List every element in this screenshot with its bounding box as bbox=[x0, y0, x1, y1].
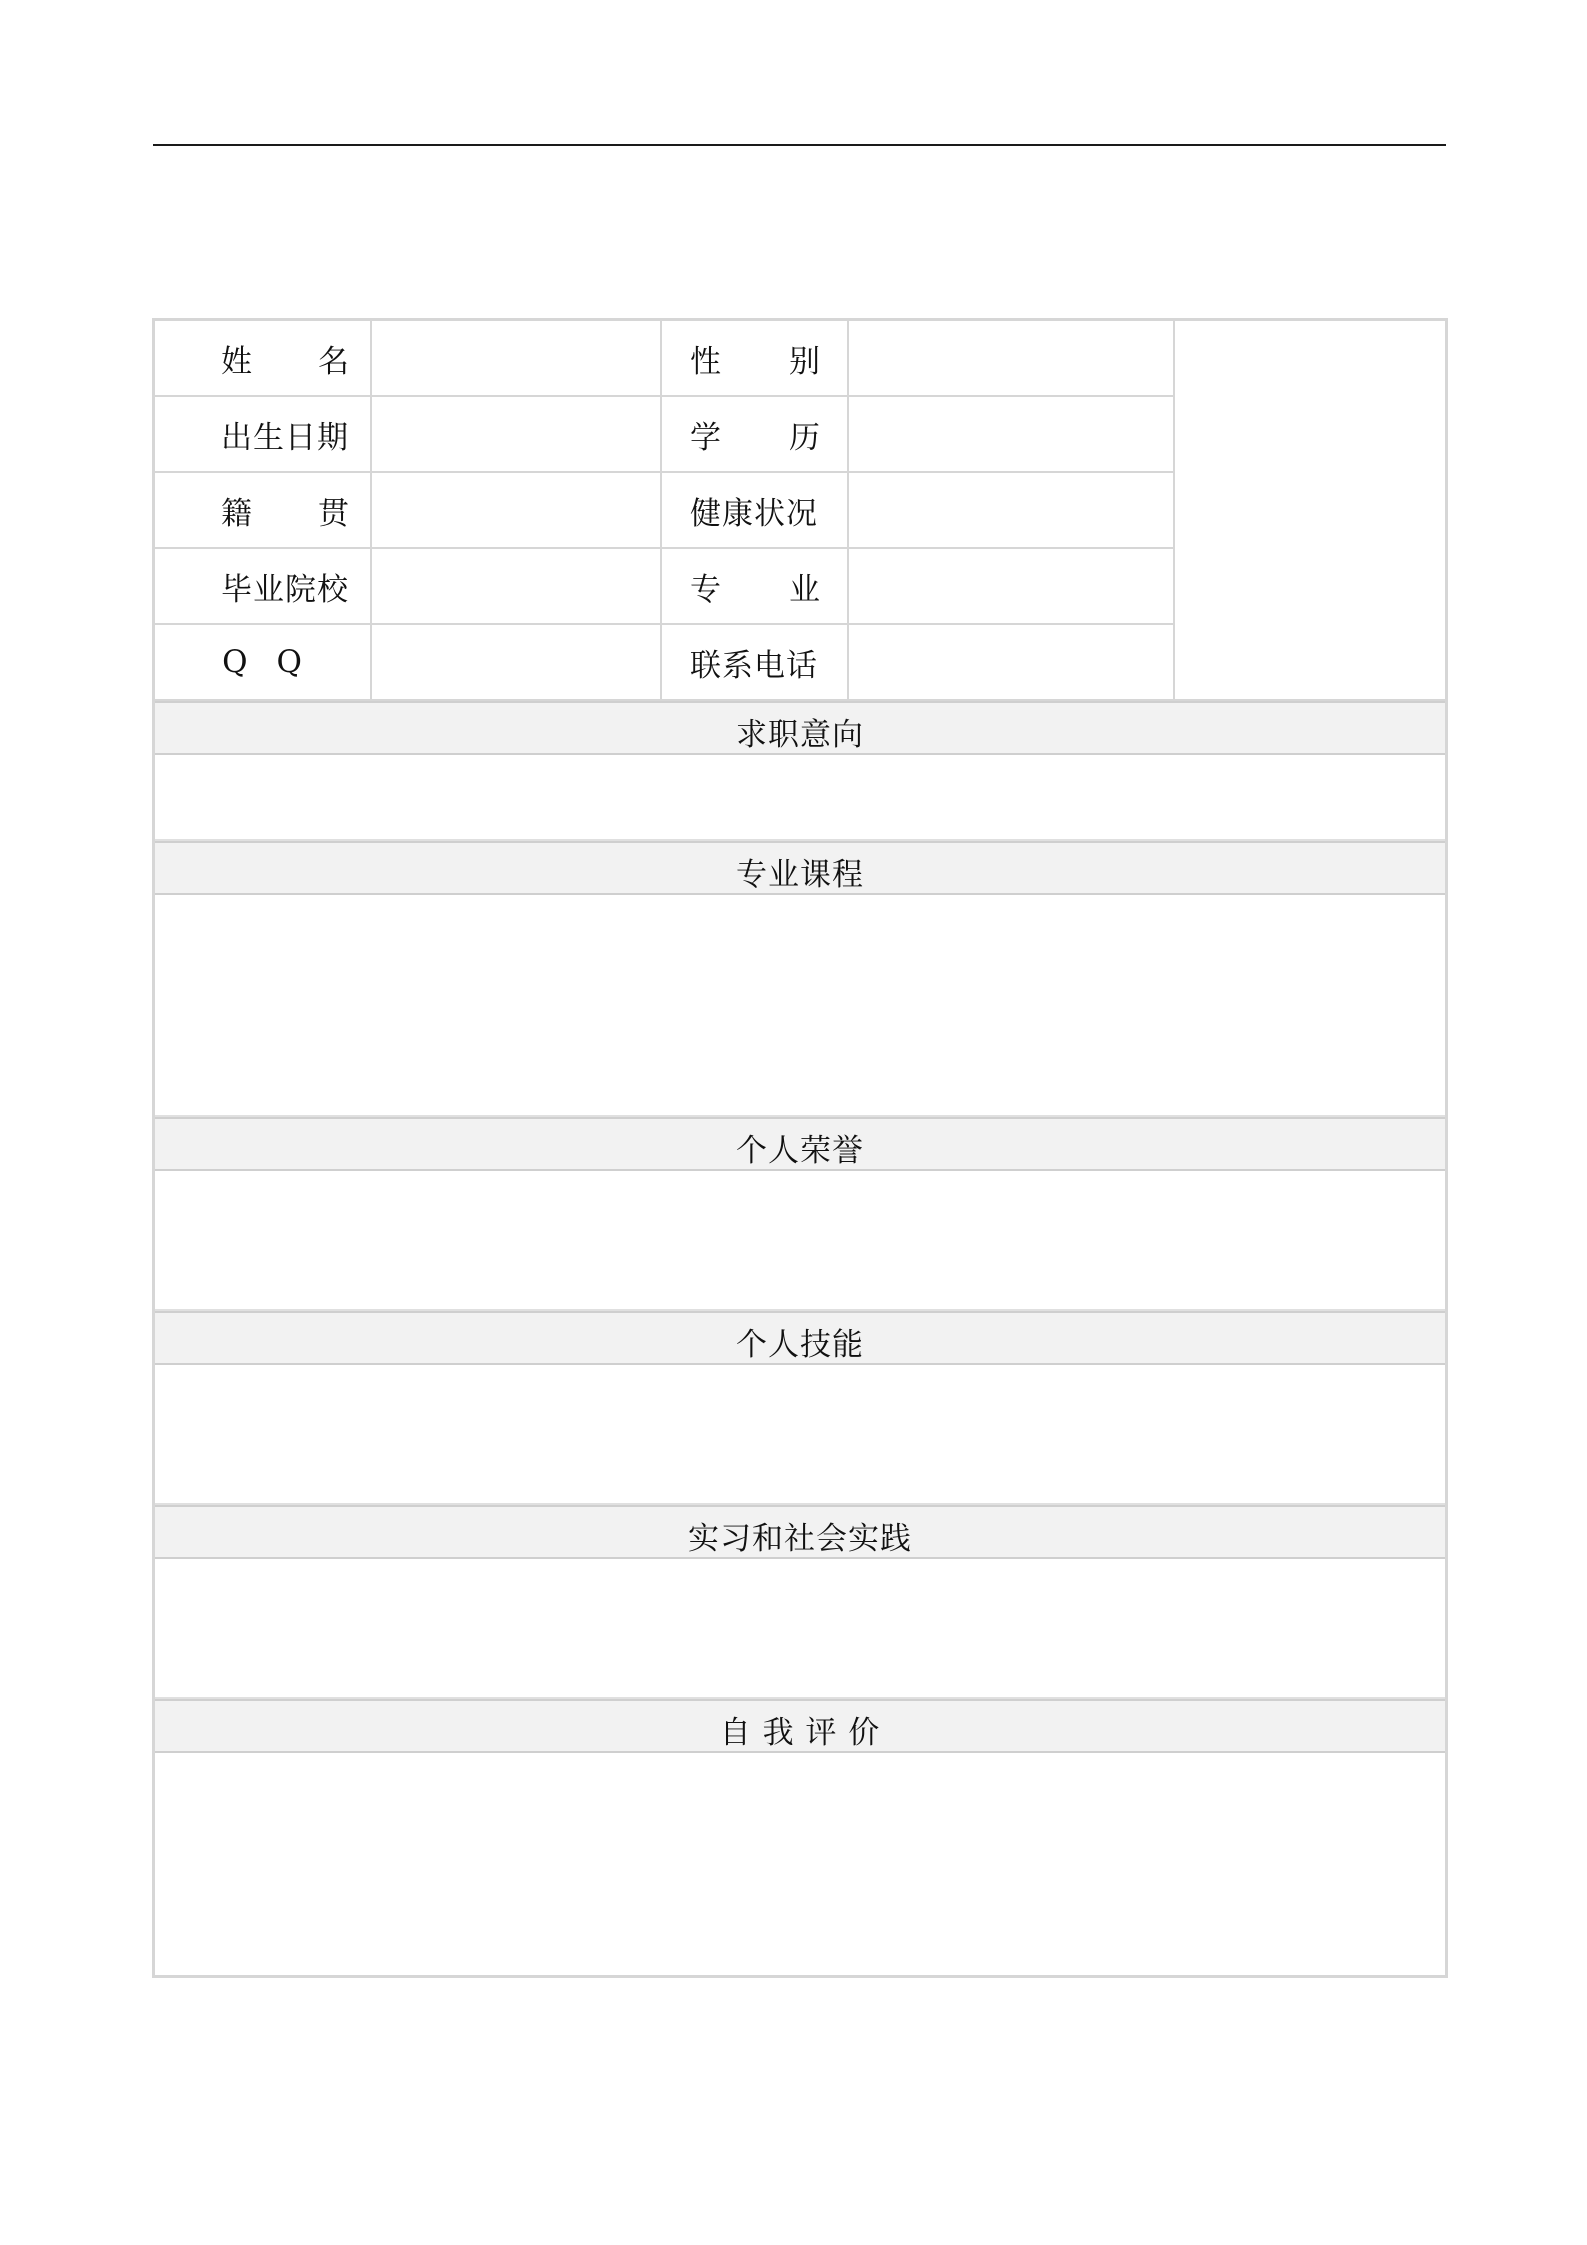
self-evaluation-heading: 自 我 评 价 bbox=[155, 1699, 1445, 1753]
native-place-field[interactable] bbox=[372, 473, 662, 549]
education-field[interactable] bbox=[849, 397, 1175, 473]
qq-label: Q Q bbox=[155, 625, 372, 701]
job-intention-section bbox=[155, 701, 1445, 841]
qq-field[interactable] bbox=[372, 625, 662, 701]
basic-info-grid bbox=[155, 321, 1445, 701]
school-label: 毕业院校 bbox=[155, 549, 372, 625]
honors-section bbox=[155, 1117, 1445, 1311]
health-field[interactable] bbox=[849, 473, 1175, 549]
gender-label: 性 别 bbox=[662, 321, 849, 397]
skills-heading: 个人技能 bbox=[155, 1311, 1445, 1365]
honors-heading: 个人荣誉 bbox=[155, 1117, 1445, 1171]
health-label: 健康状况 bbox=[662, 473, 849, 549]
gender-field[interactable] bbox=[849, 321, 1175, 397]
job-intention-content[interactable] bbox=[155, 755, 1445, 841]
school-field[interactable] bbox=[372, 549, 662, 625]
phone-label: 联系电话 bbox=[662, 625, 849, 701]
resume-table bbox=[152, 318, 1448, 1978]
practice-content[interactable] bbox=[155, 1559, 1445, 1699]
native-place-label: 籍 贯 bbox=[155, 473, 372, 549]
birth-date-field[interactable] bbox=[372, 397, 662, 473]
self-evaluation-content[interactable] bbox=[155, 1753, 1445, 1975]
practice-heading: 实习和社会实践 bbox=[155, 1505, 1445, 1559]
courses-heading: 专业课程 bbox=[155, 841, 1445, 895]
photo-placeholder[interactable] bbox=[1175, 321, 1445, 701]
courses-section bbox=[155, 841, 1445, 1117]
education-label: 学 历 bbox=[662, 397, 849, 473]
practice-section bbox=[155, 1505, 1445, 1699]
major-label: 专 业 bbox=[662, 549, 849, 625]
skills-section bbox=[155, 1311, 1445, 1505]
skills-content[interactable] bbox=[155, 1365, 1445, 1505]
header-rule bbox=[153, 144, 1446, 146]
major-field[interactable] bbox=[849, 549, 1175, 625]
name-label: 姓 名 bbox=[155, 321, 372, 397]
courses-content[interactable] bbox=[155, 895, 1445, 1117]
honors-content[interactable] bbox=[155, 1171, 1445, 1311]
name-field[interactable] bbox=[372, 321, 662, 397]
birth-date-label: 出生日期 bbox=[155, 397, 372, 473]
job-intention-heading: 求职意向 bbox=[155, 701, 1445, 755]
self-evaluation-section bbox=[155, 1699, 1445, 1975]
phone-field[interactable] bbox=[849, 625, 1175, 701]
